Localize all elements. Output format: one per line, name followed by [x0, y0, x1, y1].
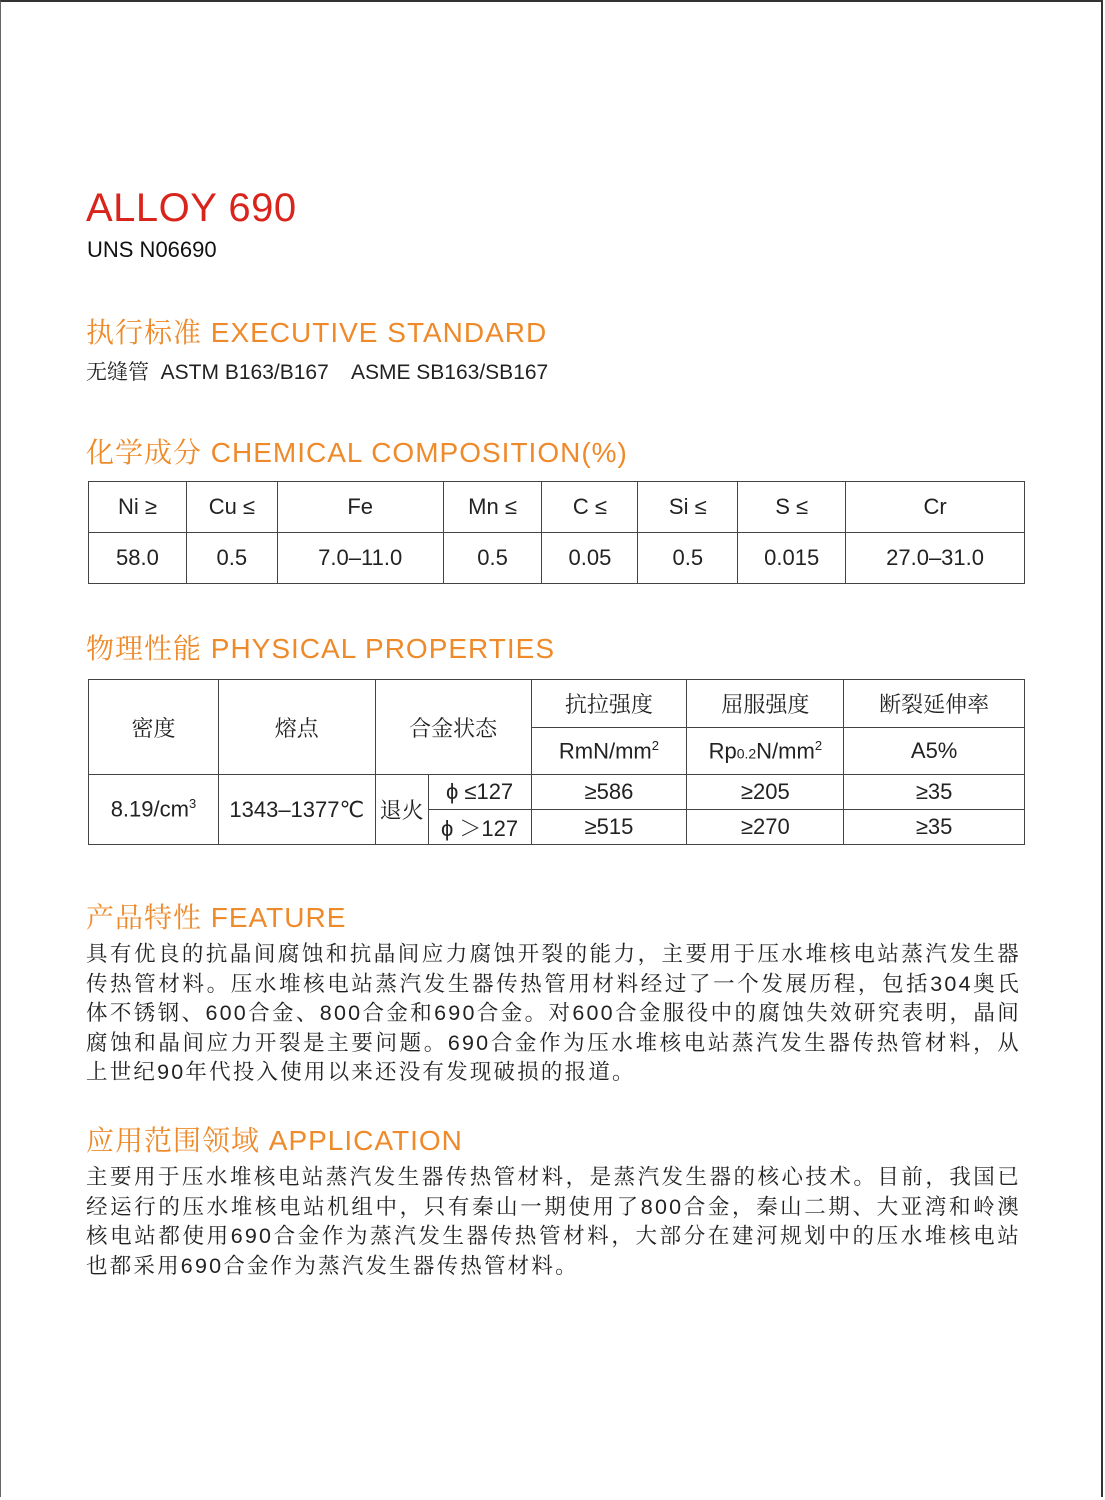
feature-heading: 产品特性 FEATURE — [86, 902, 347, 933]
page-title: ALLOY 690 — [86, 186, 297, 230]
chem-value-cell: 0.5 — [186, 533, 277, 584]
chem-header-row — [89, 482, 1025, 533]
phys-header-row — [89, 680, 1025, 728]
chem-value-cell: 0.5 — [443, 533, 542, 584]
chem-value-cell: 0.015 — [738, 533, 846, 584]
chem-header-cell: Cr — [846, 482, 1025, 533]
standard-line: 无缝管 ASTM B163/B167 ASME SB163/SB167 — [86, 361, 549, 384]
chem-value-cell: 0.5 — [638, 533, 738, 584]
melting-point-value: 1343–1377℃ — [218, 775, 375, 845]
chem-header-cell: Mn ≤ — [443, 482, 542, 533]
alloy-state-header: 合金状态 — [375, 680, 531, 775]
uns-number: UNS N06690 — [87, 237, 217, 262]
tensile-header: 抗拉强度 — [531, 680, 687, 728]
chem-value-cell: 27.0–31.0 — [846, 533, 1025, 584]
yield-header: 屈服强度 — [687, 680, 844, 728]
feature-paragraph: 具有优良的抗晶间腐蚀和抗晶间应力腐蚀开裂的能力，主要用于压水堆核电站蒸汽发生器传热管材料。压水堆核电站蒸汽发生器传热管用材料经过了一个发展历程，包括304奥氏体不锈钢、600合金、800合金和690合金。对600合金服役中的腐蚀失效研究表明，晶间腐蚀和晶间应力开裂是主要问题。690合金作为压水堆核电站蒸汽发生器传热管材料，从上世纪90年代投入使用以来还没有发现破损的报道。 — [86, 942, 1021, 1084]
chem-header-cell: Fe — [277, 482, 443, 533]
executive-standard-heading: 执行标准 EXECUTIVE STANDARD — [86, 317, 548, 348]
yield-value: ≥205 — [687, 775, 844, 810]
application-paragraph: 主要用于压水堆核电站蒸汽发生器传热管材料，是蒸汽发生器的核心技术。目前，我国已经运行的压水堆核电站机组中，只有秦山一期使用了800合金，秦山二期、大亚湾和岭澳核电站都使用690合金作为蒸汽发生器传热管材料，大部分在建河规划中的压水堆核电站也都采用690合金作为蒸汽发生器传热管材料。 — [86, 1165, 1021, 1278]
chemical-composition-table — [88, 481, 1025, 584]
phys-data-row — [89, 775, 1025, 810]
physical-properties-heading: 物理性能 PHYSICAL PROPERTIES — [86, 633, 555, 664]
elongation-header: 断裂延伸率 — [844, 680, 1025, 728]
density-value: $8.19/cm^3$ — [89, 775, 219, 845]
state-value: 退火 — [375, 775, 428, 845]
chem-value-row — [89, 533, 1025, 584]
chem-header-cell: Ni ≥ — [89, 482, 187, 533]
chem-value-cell: 7.0–11.0 — [277, 533, 443, 584]
chem-header-cell: Cu ≤ — [186, 482, 277, 533]
condition-cell: ϕ ≤127 — [428, 775, 531, 810]
chemical-composition-heading: 化学成分 CHEMICAL COMPOSITION(%) — [86, 437, 628, 468]
condition-cell: ϕ ＞127 — [428, 810, 531, 845]
chem-header-cell: C ≤ — [542, 482, 638, 533]
yield-unit: $Rp0.2N/mm^2$ — [687, 728, 844, 775]
chem-header-cell: Si ≤ — [638, 482, 738, 533]
chem-header-cell: S ≤ — [738, 482, 846, 533]
tensile-value: ≥515 — [531, 810, 687, 845]
chem-value-cell: 58.0 — [89, 533, 187, 584]
density-header: 密度 — [89, 680, 219, 775]
physical-properties-table — [88, 679, 1025, 845]
tensile-unit: RmN/$mm^2$ — [531, 728, 687, 775]
application-heading: 应用范围领域 APPLICATION — [86, 1125, 463, 1156]
tensile-value: ≥586 — [531, 775, 687, 810]
elongation-value: ≥35 — [844, 810, 1025, 845]
elongation-value: ≥35 — [844, 775, 1025, 810]
elongation-unit: A5% — [844, 728, 1025, 775]
melting-point-header: 熔点 — [218, 680, 375, 775]
chem-value-cell: 0.05 — [542, 533, 638, 584]
yield-value: ≥270 — [687, 810, 844, 845]
